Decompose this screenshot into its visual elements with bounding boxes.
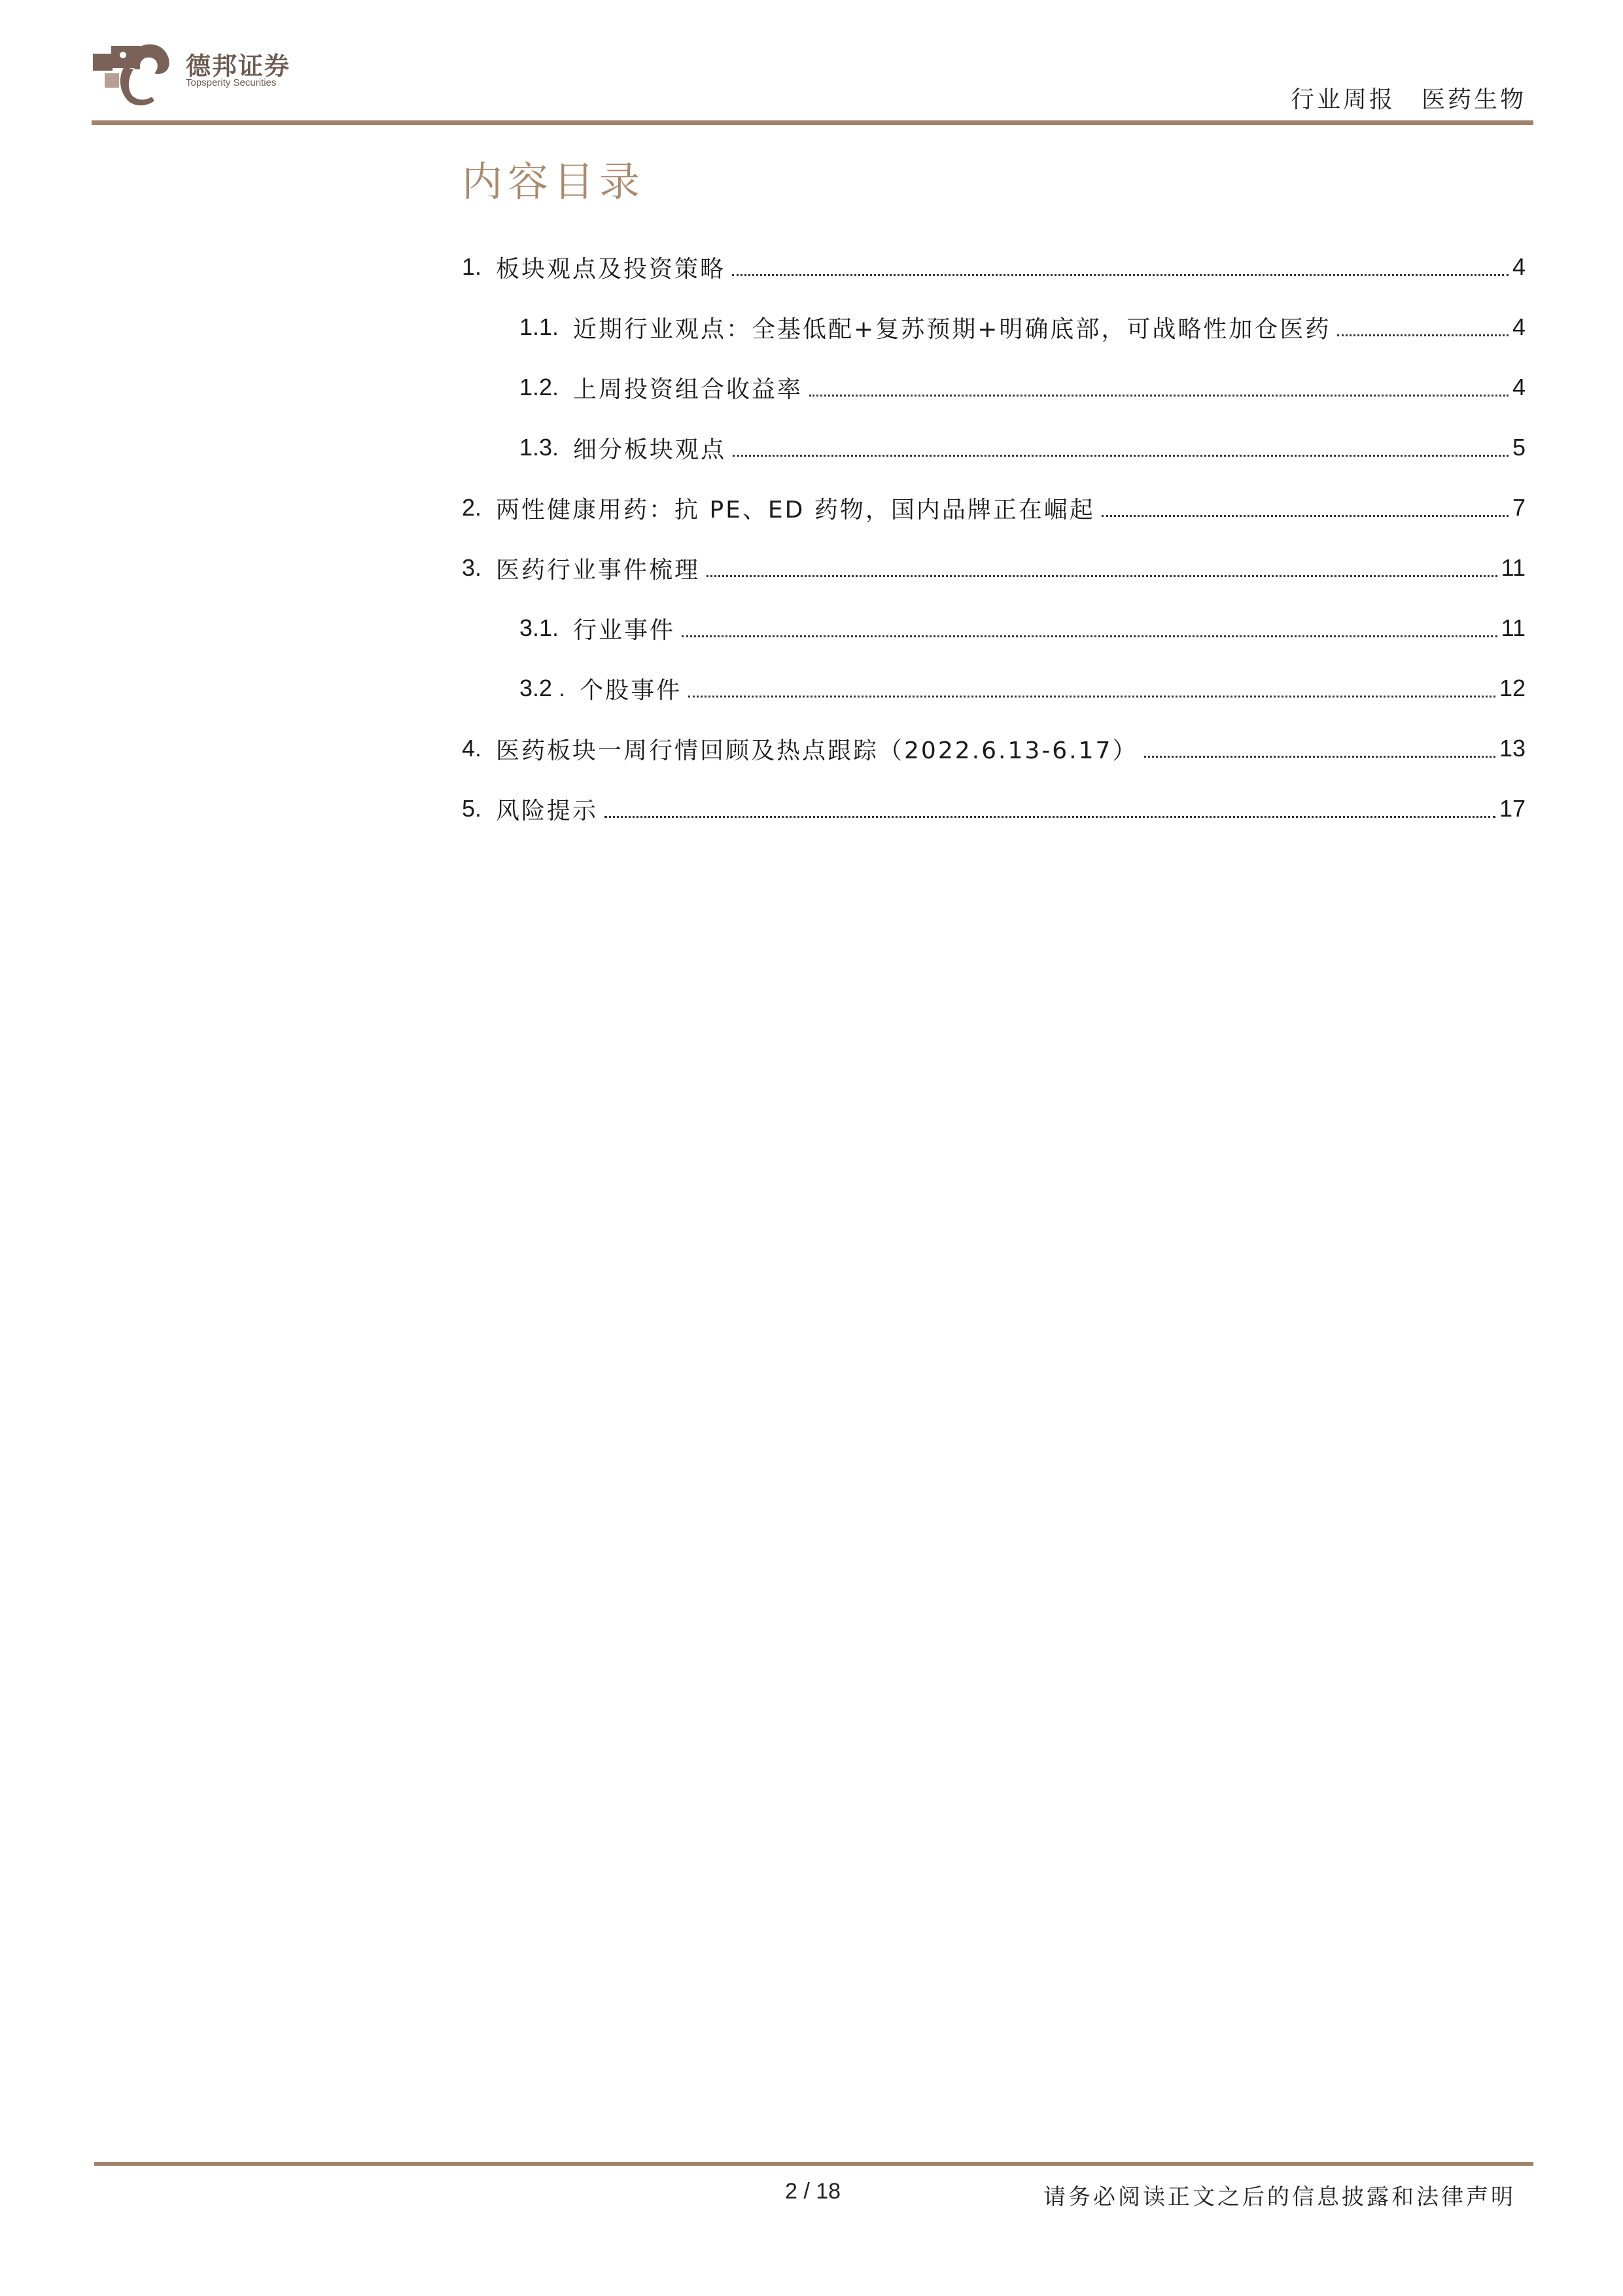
footer-disclaimer: 请务必阅读正文之后的信息披露和法律声明 — [1043, 2184, 1516, 2210]
toc-leader-dots — [732, 274, 1509, 276]
toc-leader-dots — [1144, 756, 1495, 758]
toc-leader-dots — [688, 696, 1495, 698]
toc-entry-page: 4 — [1512, 374, 1526, 400]
toc-entry-number: 3.1. — [519, 614, 559, 641]
brand-name-en: Topsperity Securities — [186, 77, 277, 88]
toc-title: 内容目录 — [462, 158, 646, 205]
toc-entry-title: 个股事件 — [580, 677, 682, 704]
toc-entry-number: 1.3. — [519, 434, 559, 461]
report-sector: 医药生物 — [1421, 86, 1526, 113]
toc-entry-title: 板块观点及投资策略 — [496, 255, 726, 283]
page-indicator: 2 / 18 — [785, 2179, 841, 2204]
toc-entry-number: 3.2 . — [519, 675, 566, 701]
toc-entry-number: 1. — [462, 253, 482, 280]
toc-entry-page: 13 — [1499, 735, 1526, 762]
toc-leader-dots — [604, 816, 1495, 818]
brand-name-cn: 德邦证券 — [186, 52, 291, 80]
toc-entry-title: 上周投资组合收益率 — [573, 376, 803, 403]
report-type: 行业周报 — [1290, 86, 1395, 113]
toc-entry-page: 11 — [1501, 614, 1526, 641]
footer-divider — [94, 2162, 1533, 2166]
toc-entry-page: 7 — [1512, 494, 1526, 521]
toc-entry-title: 两性健康用药：抗 PE、ED 药物，国内品牌正在崛起 — [496, 496, 1095, 523]
toc-entry[interactable] — [462, 417, 1526, 478]
toc-entry-title: 细分板块观点 — [573, 436, 727, 463]
toc-entry-number: 2. — [462, 494, 482, 521]
toc-entry[interactable] — [462, 237, 1526, 297]
toc-entry-number: 1.2. — [519, 374, 559, 400]
toc-leader-dots — [809, 395, 1509, 397]
toc-entry[interactable] — [462, 538, 1526, 598]
header-divider — [92, 120, 1533, 125]
toc-entry-number: 4. — [462, 735, 482, 762]
toc-entry[interactable] — [462, 297, 1526, 357]
toc-leader-dots — [707, 575, 1497, 577]
toc-entry-title: 医药板块一周行情回顾及热点跟踪（2022.6.13-6.17） — [496, 737, 1138, 764]
toc-entry-title: 风险提示 — [496, 797, 599, 824]
toc-entry[interactable] — [462, 598, 1526, 658]
toc-entry-page: 11 — [1501, 554, 1526, 581]
toc-entry-page: 5 — [1512, 434, 1526, 461]
table-of-contents — [462, 237, 1526, 839]
toc-entry-page: 17 — [1499, 795, 1526, 822]
toc-entry-page: 4 — [1512, 313, 1526, 340]
logo-emblem-icon — [92, 37, 173, 109]
toc-entry-page: 12 — [1499, 675, 1526, 701]
toc-entry-title: 近期行业观点：全基低配+复苏预期+明确底部，可战略性加仓医药 — [573, 315, 1331, 343]
toc-leader-dots — [733, 455, 1509, 457]
toc-entry[interactable] — [462, 478, 1526, 538]
toc-leader-dots — [1102, 515, 1509, 517]
toc-entry[interactable] — [462, 658, 1526, 718]
toc-entry[interactable] — [462, 718, 1526, 779]
report-header — [1291, 81, 1526, 115]
toc-entry-number: 5. — [462, 795, 482, 822]
toc-entry-title: 行业事件 — [573, 616, 676, 644]
toc-entry-page: 4 — [1512, 253, 1526, 280]
toc-entry[interactable] — [462, 779, 1526, 839]
toc-entry-title: 医药行业事件梳理 — [496, 556, 701, 584]
toc-entry[interactable] — [462, 357, 1526, 417]
toc-entry-number: 3. — [462, 554, 482, 581]
toc-leader-dots — [1337, 334, 1509, 336]
company-logo — [92, 37, 301, 109]
toc-entry-number: 1.1. — [519, 313, 559, 340]
toc-leader-dots — [682, 635, 1497, 637]
